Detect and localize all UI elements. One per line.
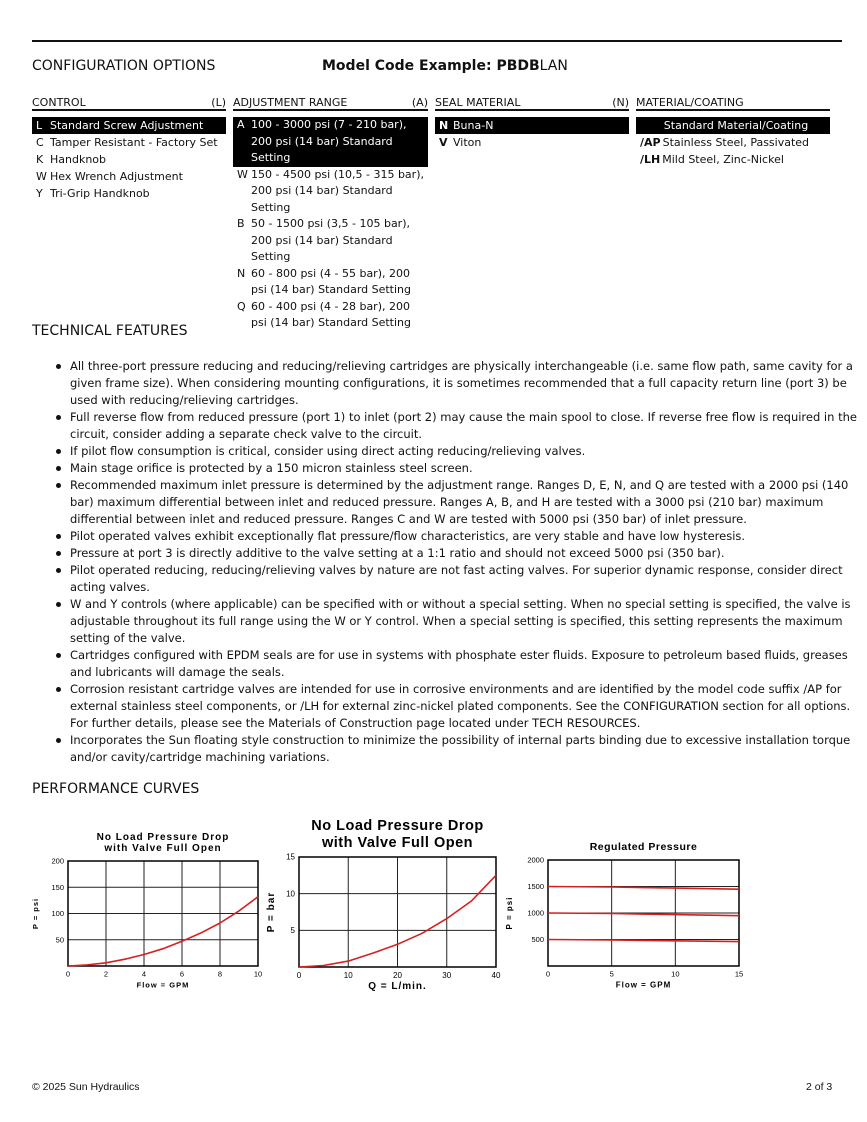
option-code: L bbox=[36, 119, 43, 132]
feature-item: If pilot flow consumption is critical, consider using direct acting reducing/relieving valves. bbox=[70, 443, 862, 460]
feature-item: Pilot operated valves exhibit exceptionally flat pressure/flow characteristics, are very stable and have low hysteresis. bbox=[70, 528, 862, 545]
option-label: 100 - 3000 psi (7 - 210 bar), 200 psi (14 bar) Standard Setting bbox=[251, 118, 407, 164]
y-tick-label: 5 bbox=[290, 926, 295, 935]
x-axis-label: Flow = GPM bbox=[615, 980, 672, 990]
seal-column bbox=[435, 94, 629, 151]
feature-item: Recommended maximum inlet pressure is determined by the adjustment range. Ranges D, E, N, and Q are tested with a 2000 psi (140 bar) maximum differential between inlet and reduced pressure. Ranges A, B, and H are tested with a 3000 psi (210 bar) maximum differential between inlet and reduced pressure. Ranges C and W are tested with 5000 psi (350 bar) of inlet pressure. bbox=[70, 477, 862, 528]
model-code-prefix: Model Code Example: PBDB bbox=[322, 58, 540, 74]
option-label: Viton bbox=[453, 136, 482, 149]
option-code: V bbox=[439, 136, 448, 149]
chart-title: with Valve Full Open bbox=[322, 835, 473, 851]
option-code: N bbox=[439, 119, 449, 132]
control-option-l bbox=[32, 117, 226, 134]
model-code-example bbox=[322, 58, 568, 74]
chart-title: No Load Pressure Drop bbox=[96, 832, 230, 843]
y-tick-label: 500 bbox=[531, 935, 544, 944]
x-tick-label: 0 bbox=[296, 971, 302, 980]
feature-item: Pilot operated reducing, reducing/relieving valves by nature are not fast acting valves. For superior dynamic response, consider direct acting valves. bbox=[70, 562, 862, 596]
option-label: Hex Wrench Adjustment bbox=[50, 170, 183, 183]
material-option-ap bbox=[636, 134, 830, 151]
x-tick-label: 0 bbox=[545, 969, 551, 979]
material-column bbox=[636, 94, 830, 168]
y-tick-label: 200 bbox=[51, 856, 64, 866]
performance-heading: PERFORMANCE CURVES bbox=[32, 781, 200, 797]
y-tick-label: 1500 bbox=[527, 882, 544, 891]
x-tick-label: 8 bbox=[217, 969, 223, 979]
footer-copyright: © 2025 Sun Hydraulics bbox=[32, 1081, 140, 1093]
adjustment-column bbox=[233, 94, 428, 332]
feature-item: Main stage orifice is protected by a 150 micron stainless steel screen. bbox=[70, 460, 862, 477]
option-label: Standard Screw Adjustment bbox=[50, 119, 204, 132]
y-tick-label: 150 bbox=[51, 882, 64, 892]
footer-page-number: 2 of 3 bbox=[806, 1081, 833, 1093]
chart-title: with Valve Full Open bbox=[104, 843, 222, 854]
seal-heading: SEAL MATERIAL (N) bbox=[435, 96, 629, 109]
x-tick-label: 10 bbox=[253, 969, 263, 979]
x-axis-label: Q = L/min. bbox=[368, 981, 427, 992]
control-option-k bbox=[32, 151, 226, 168]
top-rule bbox=[32, 40, 842, 42]
material-option-std bbox=[636, 117, 830, 134]
chart-title: Regulated Pressure bbox=[589, 841, 698, 853]
option-code: B bbox=[237, 217, 245, 230]
technical-heading: TECHNICAL FEATURES bbox=[32, 323, 188, 339]
control-column bbox=[32, 94, 226, 202]
x-tick-label: 5 bbox=[609, 969, 614, 979]
y-axis-label: P = bar bbox=[266, 891, 277, 933]
feature-item: Full reverse flow from reduced pressure (port 1) to inlet (port 2) may cause the main spool to close. If reverse free flow is required in the circuit, consider adding a separate check valve to the circuit. bbox=[70, 409, 862, 443]
adjustment-option-q bbox=[233, 299, 428, 332]
adjustment-option-n bbox=[233, 266, 428, 299]
x-tick-label: 20 bbox=[393, 971, 402, 980]
feature-item: All three-port pressure reducing and reducing/relieving cartridges are physically interchangeable (i.e. same flow path, same cavity for a given frame size). When considering mounting configurations, it is sometimes recommended that a full capacity return line (port 3) be used with reducing/relieving cartridges. bbox=[70, 358, 862, 409]
option-label: Buna-N bbox=[453, 119, 494, 132]
series-line-1 bbox=[68, 897, 258, 966]
x-tick-label: 4 bbox=[141, 969, 147, 979]
x-tick-label: 0 bbox=[65, 969, 71, 979]
chart-pressure-drop-lpm bbox=[264, 815, 504, 995]
adjustment-option-a bbox=[233, 117, 428, 167]
x-tick-label: 15 bbox=[734, 969, 744, 979]
option-label: Tri-Grip Handknob bbox=[50, 187, 150, 200]
option-code: Q bbox=[237, 299, 246, 313]
y-tick-label: 10 bbox=[286, 889, 295, 899]
option-code: K bbox=[36, 153, 44, 166]
option-code: /AP bbox=[640, 136, 661, 149]
option-code: W bbox=[36, 170, 47, 183]
x-tick-label: 2 bbox=[103, 969, 109, 979]
option-label: Tamper Resistant - Factory Set bbox=[50, 136, 218, 149]
config-title: CONFIGURATION OPTIONS bbox=[32, 58, 216, 74]
option-code: W bbox=[237, 167, 248, 181]
y-axis-label: P = psi bbox=[31, 897, 40, 930]
option-label: Stainless Steel, Passivated bbox=[662, 136, 810, 149]
x-tick-label: 10 bbox=[343, 971, 353, 980]
control-option-y bbox=[32, 185, 226, 202]
material-heading: MATERIAL/COATING bbox=[636, 94, 830, 111]
technical-list bbox=[52, 358, 862, 766]
feature-item: Corrosion resistant cartridge valves are intended for use in corrosive environments and are identified by the model code suffix /AP for external stainless steel components, or /LH for external zinc-nickel plated components. See the CONFIGURATION section for all options. For further details, please see the Materials of Construction page located under TECH RESOURCES. bbox=[70, 681, 862, 732]
y-tick-label: 50 bbox=[55, 935, 64, 945]
x-tick-label: 10 bbox=[671, 969, 680, 979]
option-code: C bbox=[36, 136, 44, 149]
option-code: A bbox=[237, 118, 245, 131]
option-code: Y bbox=[36, 187, 43, 200]
feature-item: Incorporates the Sun floating style construction to minimize the possibility of internal parts binding due to excessive installation torque and/or cavity/cartridge machining variations. bbox=[70, 732, 862, 766]
option-label: Standard Material/Coating bbox=[663, 119, 809, 132]
seal-option-n bbox=[435, 117, 629, 134]
option-code: /LH bbox=[640, 153, 661, 166]
y-tick-label: 1000 bbox=[527, 908, 544, 918]
feature-item: Pressure at port 3 is directly additive to the valve setting at a 1:1 ratio and should not exceed 5000 psi (350 bar). bbox=[70, 545, 862, 562]
x-tick-label: 30 bbox=[442, 971, 452, 980]
option-label: 150 - 4500 psi (10,5 - 315 bar), 200 psi (14 bar) Standard Setting bbox=[251, 167, 424, 214]
y-tick-label: 2000 bbox=[527, 855, 544, 865]
x-tick-label: 40 bbox=[491, 971, 501, 980]
y-tick-label: 15 bbox=[286, 852, 295, 862]
option-label: Mild Steel, Zinc-Nickel bbox=[662, 153, 784, 166]
adjustment-option-b bbox=[233, 216, 428, 266]
control-option-w bbox=[32, 168, 226, 185]
adjustment-option-w bbox=[233, 167, 428, 217]
option-code: N bbox=[237, 266, 246, 280]
option-label: 60 - 800 psi (4 - 55 bar), 200 psi (14 bar) Standard Setting bbox=[251, 266, 412, 296]
seal-option-v bbox=[435, 134, 629, 151]
chart-pressure-drop-gpm bbox=[26, 828, 266, 993]
chart-regulated-pressure bbox=[502, 836, 747, 993]
y-tick-label: 100 bbox=[51, 909, 64, 918]
feature-item: W and Y controls (where applicable) can be specified with or without a special setting. When no special setting is specified, the valve is adjustable throughout its full range using the W or Y control. When a special setting is specified, this setting represents the maximum setting of the valve. bbox=[70, 596, 862, 647]
model-code-suffix: LAN bbox=[539, 58, 568, 74]
material-option-lh bbox=[636, 151, 830, 168]
control-option-c bbox=[32, 134, 226, 151]
x-tick-label: 6 bbox=[179, 969, 185, 979]
option-label: Handknob bbox=[50, 153, 107, 166]
chart-title: No Load Pressure Drop bbox=[311, 818, 484, 834]
control-heading: CONTROL (L) bbox=[32, 96, 226, 109]
x-axis-label: Flow = GPM bbox=[136, 980, 190, 990]
y-axis-label: P = psi bbox=[505, 896, 514, 930]
feature-item: Cartridges configured with EPDM seals are for use in systems with phosphate ester fluids. Exposure to petroleum based fluids, greases and lubricants will damage the seals. bbox=[70, 647, 862, 681]
adjustment-heading: ADJUSTMENT RANGE (A) bbox=[233, 96, 428, 109]
option-label: 60 - 400 psi (4 - 28 bar), 200 psi (14 bar) Standard Setting bbox=[251, 299, 412, 329]
option-label: 50 - 1500 psi (3,5 - 105 bar), 200 psi (14 bar) Standard Setting bbox=[251, 217, 410, 263]
